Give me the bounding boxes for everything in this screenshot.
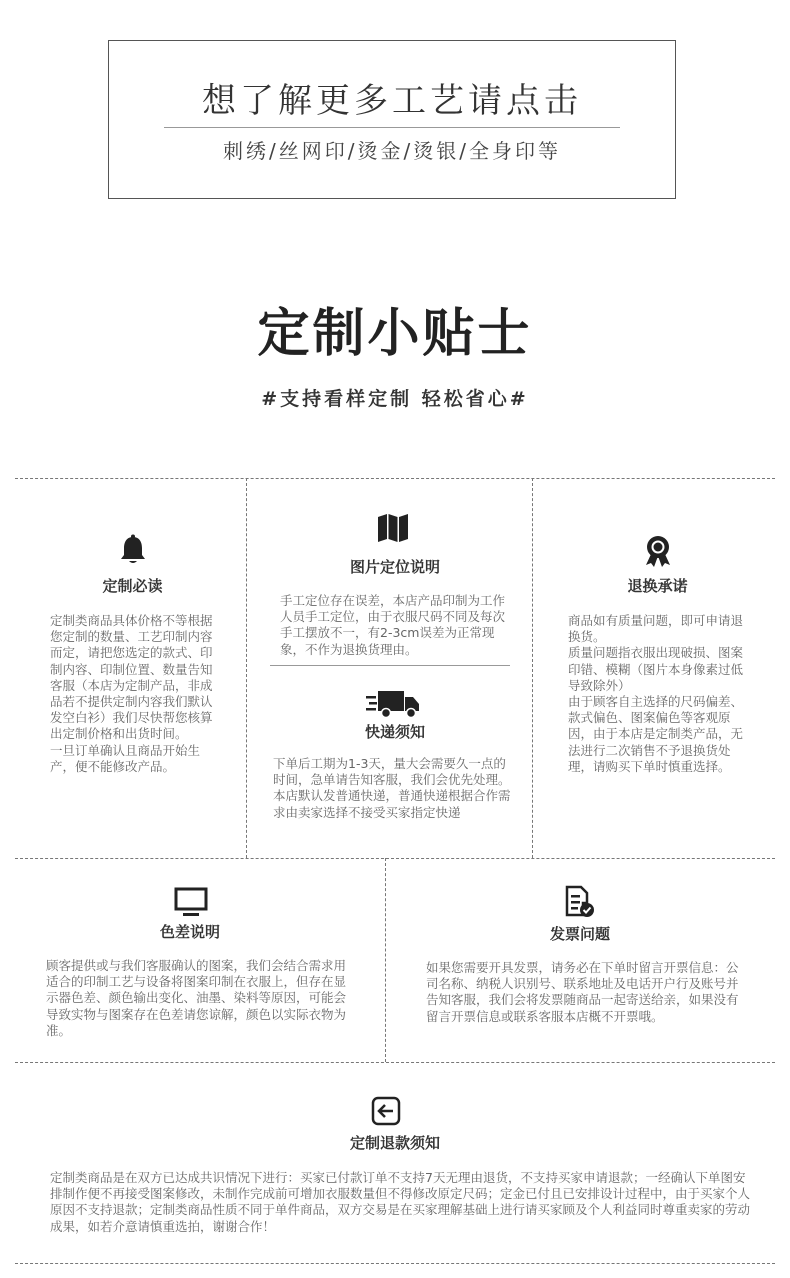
refund-title: 定制退款须知 [349,1134,440,1152]
color-diff-title: 色差说明 [159,923,220,941]
grid-line-bottom [15,1263,775,1264]
invoice-text: 如果您需要开具发票，请务必在下单时留言开票信息：公司名称、纳税人识别号、联系地址及电话开户行及账号并告知客服，我们会将发票随商品一起寄送给亲，如果没有留言开票信息或联系客服本店概不开票哦。 [426,960,739,1024]
express-text: 下单后工期为1-3天，量大会需要久一点的时间，急单请告知客服，我们会优先处理。 本店默认发普通快递，普通快递根据合作需求由卖家选择不接受买家指定快递 [273,756,511,820]
refund-text: 定制类商品是在双方已达成共识情况下进行：买家已付款订单不支持7天无理由退货，不支持买家申请退款；一经确认下单图安排制作便不再接受图案修改，未制作完成前可增加衣服数量但不得修改原定尺码；定金已付且已安排设计过程中，由于买家个人原因不支持退款；定制类商品性质不同于单件商品，双方交易是在买家理解基础上进行请买家顾及个人利益同时尊重卖家的劳动成果，如若介意请慎重选拍，谢谢合作！ [50,1170,751,1234]
color-diff-text: 顾客提供或与我们客服确认的图案，我们会结合需求用适合的印制工艺与设备将图案印制在衣服上，但存在显示器色差、颜色输出变化、油墨、染料等原因，可能会导致实物与图案存在色差请您谅解，颜色以实际衣物为准。 [46,958,347,1038]
image-position-title: 图片定位说明 [349,558,440,576]
express-title: 快递须知 [364,723,425,741]
grid-line-top [15,478,775,479]
grid-line-row2-bottom [15,1062,775,1063]
monitor-icon [174,887,208,917]
return-icon [370,1095,402,1127]
grid-line-col2 [532,478,533,858]
grid-line-row2-mid [385,858,386,1062]
grid-line-col1 [246,478,247,858]
custom-notice-text: 定制类商品具体价格不等根据您定制的数量、工艺印制内容而定，请把您选定的款式、印制内容、印制位置、数量告知客服（本店为定制产品，非成品若不提供定制内容我们默认发空白衫）我们尽快帮您核算出定制价格和出货时间。 一旦订单确认且商品开始生产，便不能修改产品。 [50,613,213,774]
return-promise-text: 商品如有质量问题，即可申请退换货。 质量问题指衣服出现破损、图案印错、模糊（图片本身像素过低导致除外） 由于顾客自主选择的尺码偏差、款式偏色、图案偏色等客观原因，由于本店是定制类产品，无法进行二次销售不予退换货处理，请购买下单时慎重选择。 [568,613,744,774]
banner-subtitle: 刺绣/丝网印/烫金/烫银/全身印等 [223,139,561,163]
slogan: #支持看样定制 轻松省心# [261,388,529,410]
bell-icon [118,534,148,566]
invoice-title: 发票问题 [549,925,610,943]
banner-title: 想了解更多工艺请点击 [202,81,582,121]
middle-cell-divider [270,665,510,666]
image-position-text: 手工定位存在误差，本店产品印制为工作人员手工定位，由于衣服尺码不同及每次手工摆放不一，有2-3cm误差为正常现象，不作为退换货理由。 [280,593,506,657]
award-icon [641,534,675,568]
map-icon [376,512,410,544]
craft-banner[interactable] [108,40,676,199]
grid-line-row1-bottom [15,858,775,859]
truck-icon [366,688,422,720]
banner-divider [164,127,620,128]
invoice-icon [565,885,595,919]
custom-notice-title: 定制必读 [102,577,163,595]
return-promise-title: 退换承诺 [627,577,688,595]
page-title: 定制小贴士 [257,304,533,364]
